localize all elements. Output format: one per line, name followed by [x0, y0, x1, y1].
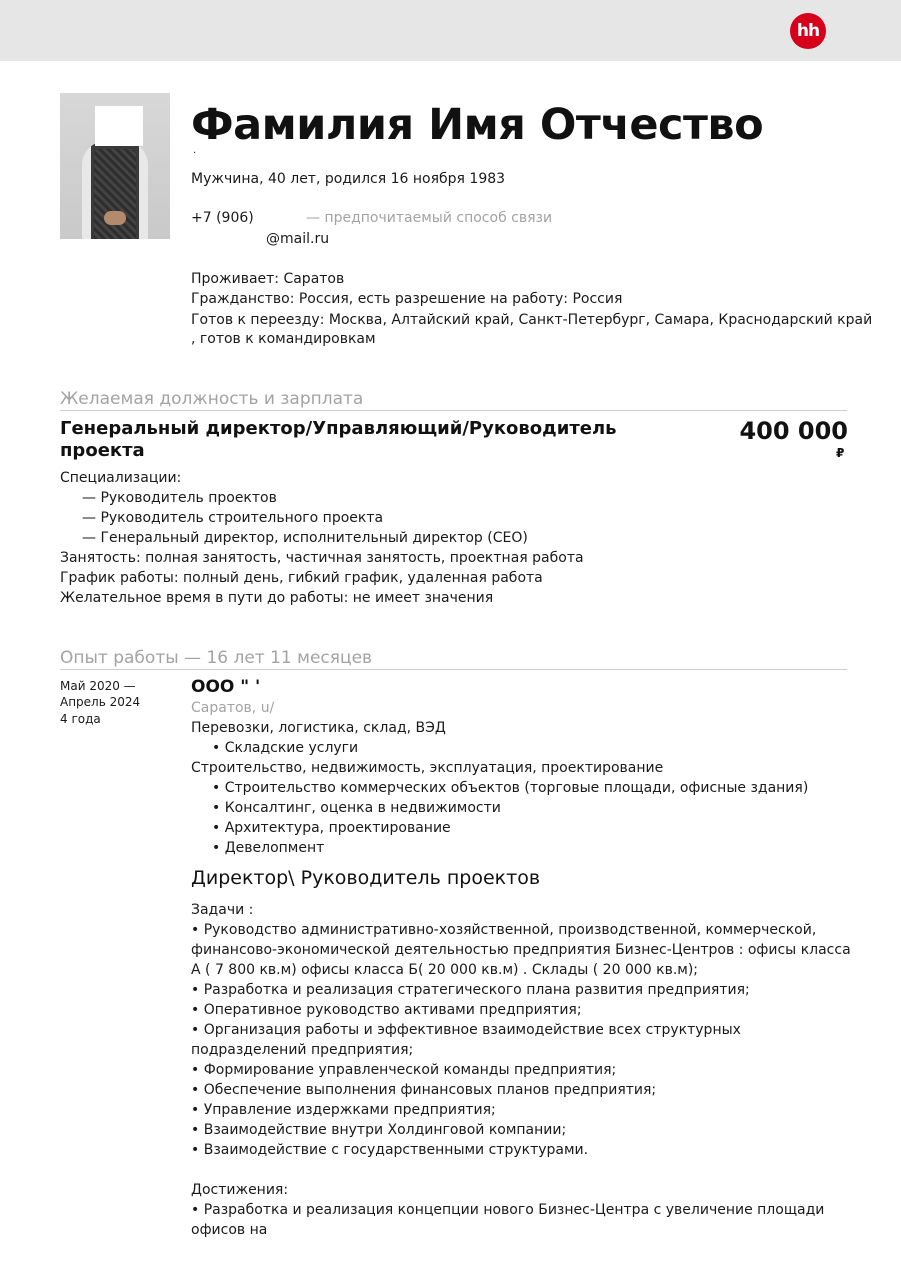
job-period-start: Май 2020 — — [60, 679, 136, 693]
industry: Строительство, недвижимость, эксплуатация, проектирование — [191, 760, 664, 776]
desired-salary: 400 000 — [739, 417, 848, 445]
section-title-experience: Опыт работы — 16 лет 11 месяцев — [60, 648, 847, 670]
phone-number[interactable]: +7 (906) — [191, 210, 254, 226]
specialization-item: — Руководитель строительного проекта — [82, 510, 384, 526]
task-item: • Взаимодействие внутри Холдинговой компании; — [191, 1122, 567, 1138]
industry-item: • Строительство коммерческих объектов (торговые площади, офисные здания) — [212, 780, 809, 796]
relocation: Готов к переезду: Москва, Алтайский край, Санкт-Петербург, Самара, Краснодарский край — [191, 312, 873, 328]
task-item: • Оперативное руководство активами предприятия; — [191, 1002, 582, 1018]
task-item: • Разработка и реализация стратегического плана развития предприятия; — [191, 982, 750, 998]
industry-item: • Архитектура, проектирование — [212, 820, 451, 836]
photo-hands — [104, 211, 126, 225]
job-title: Директор\ Руководитель проектов — [191, 867, 541, 889]
industry-item: • Складские услуги — [212, 740, 359, 756]
achievements-label: Достижения: — [191, 1182, 289, 1198]
job-period-end: Апрель 2024 — [60, 695, 141, 709]
commute-time: Желательное время в пути до работы: не имеет значения — [60, 590, 494, 606]
spacer — [191, 1160, 851, 1180]
industry-item: • Девелопмент — [212, 840, 325, 856]
task-item: • Руководство административно-хозяйственной, производственной, коммерческой, финансово-экономической деятельностью предприятия Бизнес-Центров : офисы класса А ( 7 800 кв.м) офисы класса Б( 20 000 кв.м) . Склады ( 20 000 кв.м); — [191, 922, 851, 978]
profile-photo — [60, 93, 170, 239]
specialization-item: — Генеральный директор, исполнительный директор (CEO) — [82, 530, 528, 546]
specializations-label: Специализации: — [60, 470, 182, 486]
task-item: • Организация работы и эффективное взаимодействие всех структурных подразделений предприятия; — [191, 1022, 741, 1058]
achievement-item: • Разработка и реализация концепции нового Бизнес-Центра с увеличение площади офисов на — [191, 1202, 825, 1238]
top-bar — [0, 0, 901, 61]
task-item: • Управление издержками предприятия; — [191, 1102, 496, 1118]
specialization-item: — Руководитель проектов — [82, 490, 277, 506]
business-trips: , готов к командировкам — [191, 331, 376, 347]
work-schedule: График работы: полный день, гибкий график, удаленная работа — [60, 570, 543, 586]
tasks-label: Задачи : — [191, 902, 254, 918]
task-item: • Взаимодействие с государственными структурами. — [191, 1142, 589, 1158]
desired-position: Генеральный директор/Управляющий/Руководитель проекта — [60, 418, 617, 461]
email-link[interactable]: @mail.ru — [266, 231, 330, 247]
task-item: • Обеспечение выполнения финансовых планов предприятия; — [191, 1082, 657, 1098]
photo-vest — [94, 149, 136, 239]
company-name: ООО " ' — [191, 677, 261, 697]
phone-note: — предпочитаемый способ связи — [306, 210, 553, 226]
company-site[interactable]: Саратов, u/ — [191, 700, 275, 716]
currency-symbol: ₽ — [836, 446, 845, 460]
candidate-name: Фамилия Имя Отчество — [191, 100, 764, 150]
employment-type: Занятость: полная занятость, частичная занятость, проектная работа — [60, 550, 584, 566]
name-dot: · — [193, 148, 197, 159]
industry: Перевозки, логистика, склад, ВЭД — [191, 720, 446, 736]
residence: Проживает: Саратов — [191, 271, 345, 287]
job-description — [191, 900, 851, 1240]
section-title-desired: Желаемая должность и зарплата — [60, 389, 847, 411]
industry-item: • Консалтинг, оценка в недвижимости — [212, 800, 501, 816]
task-item: • Формирование управленческой команды предприятия; — [191, 1062, 617, 1078]
citizenship: Гражданство: Россия, есть разрешение на работу: Россия — [191, 291, 623, 307]
job-duration: 4 года — [60, 712, 101, 726]
hh-logo[interactable]: hh — [790, 13, 826, 49]
photo-face-mask — [95, 106, 143, 146]
candidate-summary: Мужчина, 40 лет, родился 16 ноября 1983 — [191, 171, 506, 187]
